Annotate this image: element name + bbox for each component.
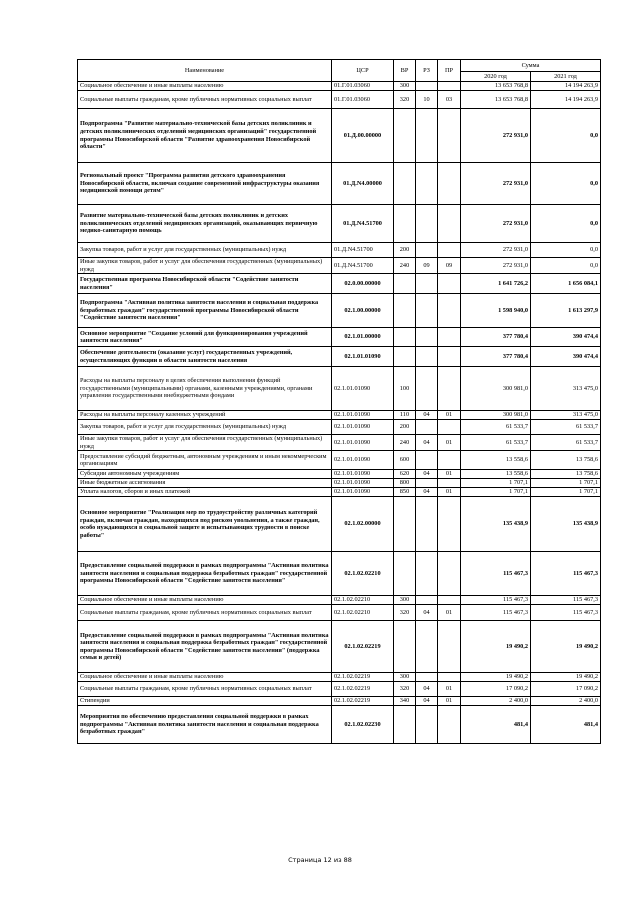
cell-rz: 04	[416, 697, 438, 706]
cell-rz	[416, 163, 438, 205]
cell-csr: 02.1.01.00000	[332, 328, 394, 347]
cell-pr: 01	[438, 411, 461, 420]
cell-csr: 01.Д.N4.51700	[332, 258, 394, 274]
cell-csr: 02.1.02.02219	[332, 697, 394, 706]
cell-pr: 01	[438, 697, 461, 706]
cell-pr: 01	[438, 435, 461, 451]
table-row	[78, 605, 601, 621]
cell-vr: 320	[394, 605, 416, 621]
cell-csr: 01.Д.N4.51700	[332, 243, 394, 258]
cell-s2: 313 475,0	[531, 367, 601, 411]
table-row	[78, 451, 601, 470]
table-row	[78, 488, 601, 497]
cell-pr	[438, 109, 461, 163]
cell-csr: 02.1.01.01090	[332, 411, 394, 420]
table-row	[78, 596, 601, 605]
cell-name: Уплата налогов, сборов и иных платежей	[78, 488, 332, 497]
cell-s2: 1 613 297,9	[531, 294, 601, 328]
cell-name: Расходы на выплаты персоналу в целях обеспечения выполнения функций государственными (муниципальными) органами, казенными учреждениями, органами управления государственными внебюджетными фондами	[78, 367, 332, 411]
cell-s1: 481,4	[461, 706, 531, 744]
cell-pr: 01	[438, 488, 461, 497]
cell-s2: 17 090,2	[531, 682, 601, 697]
cell-s2: 19 490,2	[531, 621, 601, 673]
cell-vr	[394, 163, 416, 205]
cell-rz	[416, 328, 438, 347]
cell-csr: 02.1.00.00000	[332, 294, 394, 328]
table-row	[78, 274, 601, 294]
table-row	[78, 109, 601, 163]
cell-rz	[416, 109, 438, 163]
cell-s1: 13 653 768,8	[461, 82, 531, 91]
cell-name: Иные закупки товаров, работ и услуг для обеспечения государственных (муниципальных) нужд	[78, 258, 332, 274]
cell-s2: 13 758,6	[531, 451, 601, 470]
header-year-2020: 2020 год	[461, 72, 531, 82]
cell-rz	[416, 367, 438, 411]
cell-csr: 01.Д.N4.51700	[332, 205, 394, 243]
budget-table	[77, 59, 601, 744]
cell-s1: 1 598 940,0	[461, 294, 531, 328]
cell-vr: 600	[394, 451, 416, 470]
cell-s2: 0,0	[531, 258, 601, 274]
cell-csr: 02.1.02.02210	[332, 605, 394, 621]
cell-vr	[394, 347, 416, 367]
table-header	[78, 60, 601, 82]
cell-name: Иные бюджетные ассигнования	[78, 479, 332, 488]
cell-s1: 115 467,3	[461, 596, 531, 605]
table-row	[78, 682, 601, 697]
cell-csr: 01.Д.N4.00000	[332, 163, 394, 205]
cell-name: Социальное обеспечение и иные выплаты населению	[78, 596, 332, 605]
cell-pr	[438, 596, 461, 605]
cell-csr: 02.1.01.01090	[332, 479, 394, 488]
cell-csr: 02.1.02.02219	[332, 621, 394, 673]
cell-s1: 300 981,0	[461, 367, 531, 411]
cell-csr: 02.0.00.00000	[332, 274, 394, 294]
cell-pr	[438, 328, 461, 347]
cell-rz	[416, 205, 438, 243]
header-pr: ПР	[438, 60, 461, 82]
cell-vr: 320	[394, 91, 416, 109]
cell-vr	[394, 109, 416, 163]
cell-name: Предоставление субсидий бюджетным, автономным учреждениям и иным некоммерческим организациям	[78, 451, 332, 470]
cell-s2: 61 533,7	[531, 420, 601, 435]
table-row	[78, 82, 601, 91]
cell-s1: 115 467,3	[461, 552, 531, 596]
cell-name: Основное мероприятие "Реализация мер по трудоустройству различных категорий граждан, включая граждан, находящихся под риском увольнения, а также граждан, особо нуждающихся в социальной защите и испытывающих трудности в поиске работы"	[78, 497, 332, 552]
cell-name: Развитие материально-технической базы детских поликлиник и детских поликлинических отделений медицинских организаций, оказывающих первичную медико-санитарную помощь	[78, 205, 332, 243]
cell-rz	[416, 596, 438, 605]
table-row	[78, 258, 601, 274]
cell-s2: 1 707,1	[531, 488, 601, 497]
cell-name: Предоставление социальной поддержки в рамках подпрограммы "Активная политика занятости населения и социальная поддержка безработных граждан" государственной программы Новосибирской области "Содействие занятости населения"	[78, 552, 332, 596]
cell-name: Региональный проект "Программа развития детского здравоохранения Новосибирской области, включая создание современной инфраструктуры оказания медицинской помощи детям"	[78, 163, 332, 205]
cell-s2: 390 474,4	[531, 347, 601, 367]
cell-pr	[438, 274, 461, 294]
cell-rz	[416, 420, 438, 435]
cell-name: Социальное обеспечение и иные выплаты населению	[78, 673, 332, 682]
cell-rz	[416, 621, 438, 673]
cell-s2: 1 707,1	[531, 479, 601, 488]
cell-s1: 377 780,4	[461, 328, 531, 347]
cell-vr	[394, 294, 416, 328]
cell-s2: 135 438,9	[531, 497, 601, 552]
cell-pr: 09	[438, 258, 461, 274]
cell-csr: 02.1.02.02210	[332, 596, 394, 605]
cell-s1: 19 490,2	[461, 673, 531, 682]
cell-s1: 2 400,0	[461, 697, 531, 706]
cell-s1: 272 931,0	[461, 258, 531, 274]
cell-pr	[438, 673, 461, 682]
cell-vr	[394, 621, 416, 673]
cell-name: Социальное обеспечение и иные выплаты населению	[78, 82, 332, 91]
cell-pr: 01	[438, 682, 461, 697]
cell-s1: 1 707,1	[461, 488, 531, 497]
header-rz: РЗ	[416, 60, 438, 82]
cell-csr: 01.Г.01.03060	[332, 82, 394, 91]
cell-vr	[394, 274, 416, 294]
cell-rz: 09	[416, 258, 438, 274]
page-number: Страница 12 из 88	[288, 856, 352, 864]
cell-pr	[438, 205, 461, 243]
cell-s1: 272 931,0	[461, 205, 531, 243]
table-row	[78, 697, 601, 706]
cell-name: Подпрограмма "Активная политика занятости населения и социальная поддержка безработных граждан" государственной программы Новосибирской области "Содействие занятости населения"	[78, 294, 332, 328]
cell-rz	[416, 497, 438, 552]
cell-csr: 02.1.01.01090	[332, 435, 394, 451]
cell-rz	[416, 706, 438, 744]
cell-s2: 14 194 263,9	[531, 82, 601, 91]
cell-pr: 01	[438, 470, 461, 479]
cell-s1: 135 438,9	[461, 497, 531, 552]
cell-name: Расходы на выплаты персоналу казенных учреждений	[78, 411, 332, 420]
table-row	[78, 479, 601, 488]
cell-s1: 1 707,1	[461, 479, 531, 488]
cell-name: Предоставление социальной поддержки в рамках подпрограммы "Активная политика занятости населения и социальная поддержка безработных граждан" государственной программы Новосибирской области "Содействие занятости населения" (поддержка семьи и детей)	[78, 621, 332, 673]
cell-pr: 01	[438, 605, 461, 621]
cell-s2: 115 467,3	[531, 605, 601, 621]
cell-pr	[438, 552, 461, 596]
table-row	[78, 435, 601, 451]
cell-s2: 0,0	[531, 163, 601, 205]
cell-csr: 02.1.01.01090	[332, 451, 394, 470]
cell-s2: 0,0	[531, 205, 601, 243]
table-row	[78, 243, 601, 258]
cell-s1: 13 653 768,8	[461, 91, 531, 109]
cell-s2: 115 467,3	[531, 552, 601, 596]
cell-s1: 1 641 726,2	[461, 274, 531, 294]
header-csr: ЦСР	[332, 60, 394, 82]
cell-pr	[438, 163, 461, 205]
cell-csr: 02.1.01.01090	[332, 347, 394, 367]
cell-pr	[438, 621, 461, 673]
cell-rz	[416, 479, 438, 488]
cell-vr	[394, 328, 416, 347]
table-row	[78, 706, 601, 744]
cell-s2: 14 194 263,9	[531, 91, 601, 109]
header-name: Наименование	[78, 60, 332, 82]
cell-pr: 03	[438, 91, 461, 109]
cell-pr	[438, 497, 461, 552]
cell-s2: 13 758,6	[531, 470, 601, 479]
header-vr: ВР	[394, 60, 416, 82]
cell-name: Стипендии	[78, 697, 332, 706]
table-row	[78, 552, 601, 596]
cell-s1: 13 558,6	[461, 451, 531, 470]
cell-s1: 272 931,0	[461, 243, 531, 258]
cell-s2: 481,4	[531, 706, 601, 744]
cell-vr: 320	[394, 682, 416, 697]
header-year-2021: 2021 год	[531, 72, 601, 82]
cell-s1: 115 467,3	[461, 605, 531, 621]
cell-name: Закупка товаров, работ и услуг для государственных (муниципальных) нужд	[78, 243, 332, 258]
cell-csr: 02.1.01.01090	[332, 420, 394, 435]
cell-rz	[416, 552, 438, 596]
cell-vr: 620	[394, 470, 416, 479]
cell-pr	[438, 294, 461, 328]
cell-rz	[416, 451, 438, 470]
table-row	[78, 367, 601, 411]
cell-vr: 100	[394, 367, 416, 411]
cell-s1: 272 931,0	[461, 109, 531, 163]
cell-vr: 800	[394, 479, 416, 488]
cell-pr	[438, 706, 461, 744]
cell-vr: 200	[394, 243, 416, 258]
cell-s2: 390 474,4	[531, 328, 601, 347]
cell-pr	[438, 367, 461, 411]
cell-rz	[416, 673, 438, 682]
cell-rz: 04	[416, 411, 438, 420]
table-row	[78, 470, 601, 479]
cell-name: Закупка товаров, работ и услуг для государственных (муниципальных) нужд	[78, 420, 332, 435]
cell-s1: 61 533,7	[461, 420, 531, 435]
cell-s1: 19 490,2	[461, 621, 531, 673]
cell-s1: 17 090,2	[461, 682, 531, 697]
cell-rz: 04	[416, 435, 438, 451]
cell-pr	[438, 420, 461, 435]
cell-vr	[394, 552, 416, 596]
cell-rz: 04	[416, 605, 438, 621]
cell-s1: 300 981,0	[461, 411, 531, 420]
cell-pr	[438, 243, 461, 258]
cell-s2: 1 656 084,1	[531, 274, 601, 294]
cell-csr: 01.Д.00.00000	[332, 109, 394, 163]
cell-csr: 02.1.02.02230	[332, 706, 394, 744]
cell-rz	[416, 82, 438, 91]
cell-name: Социальные выплаты гражданам, кроме публичных нормативных социальных выплат	[78, 91, 332, 109]
cell-rz	[416, 274, 438, 294]
table-row	[78, 621, 601, 673]
table-row	[78, 673, 601, 682]
cell-s2: 61 533,7	[531, 435, 601, 451]
cell-name: Основное мероприятие "Создание условий для функционирования учреждений занятости населения"	[78, 328, 332, 347]
cell-vr: 300	[394, 673, 416, 682]
cell-vr: 850	[394, 488, 416, 497]
cell-vr: 110	[394, 411, 416, 420]
cell-vr: 300	[394, 82, 416, 91]
cell-s2: 115 467,3	[531, 596, 601, 605]
cell-rz	[416, 243, 438, 258]
cell-s1: 61 533,7	[461, 435, 531, 451]
cell-name: Иные закупки товаров, работ и услуг для обеспечения государственных (муниципальных) нужд	[78, 435, 332, 451]
cell-s1: 13 558,6	[461, 470, 531, 479]
cell-vr: 200	[394, 420, 416, 435]
cell-vr: 300	[394, 596, 416, 605]
table-row	[78, 411, 601, 420]
cell-name: Мероприятия по обеспечению предоставления социальной поддержки в рамках подпрограммы "Активная политика занятости населения и социальная поддержка безработных граждан"	[78, 706, 332, 744]
table-row	[78, 328, 601, 347]
cell-name: Социальные выплаты гражданам, кроме публичных нормативных социальных выплат	[78, 605, 332, 621]
table-row	[78, 163, 601, 205]
table-row	[78, 294, 601, 328]
cell-csr: 02.1.02.00000	[332, 497, 394, 552]
cell-rz: 04	[416, 470, 438, 479]
cell-name: Социальные выплаты гражданам, кроме публичных нормативных социальных выплат	[78, 682, 332, 697]
cell-vr	[394, 497, 416, 552]
cell-rz	[416, 347, 438, 367]
cell-csr: 02.1.02.02219	[332, 673, 394, 682]
cell-vr	[394, 205, 416, 243]
cell-csr: 01.Г.01.03060	[332, 91, 394, 109]
cell-csr: 02.1.01.01090	[332, 488, 394, 497]
cell-name: Обеспечение деятельности (оказание услуг) государственных учреждений, осуществляющих функции в области занятости населения	[78, 347, 332, 367]
cell-vr: 240	[394, 258, 416, 274]
cell-rz	[416, 294, 438, 328]
cell-rz: 04	[416, 488, 438, 497]
cell-pr	[438, 451, 461, 470]
cell-s2: 19 490,2	[531, 673, 601, 682]
cell-pr	[438, 82, 461, 91]
cell-name: Субсидии автономным учреждениям	[78, 470, 332, 479]
cell-s2: 0,0	[531, 243, 601, 258]
cell-s2: 313 475,0	[531, 411, 601, 420]
table-row	[78, 205, 601, 243]
cell-name: Подпрограмма "Развитие материально-технической базы детских поликлиник и детских поликлинических отделений медицинских организаций" государственной программы Новосибирской области "Развитие здравоохранения Новосибирской области"	[78, 109, 332, 163]
table-row	[78, 347, 601, 367]
table-row	[78, 91, 601, 109]
table-row	[78, 420, 601, 435]
cell-pr	[438, 479, 461, 488]
cell-s2: 0,0	[531, 109, 601, 163]
cell-rz: 10	[416, 91, 438, 109]
cell-s1: 272 931,0	[461, 163, 531, 205]
cell-csr: 02.1.01.01090	[332, 470, 394, 479]
cell-vr: 240	[394, 435, 416, 451]
cell-s1: 377 780,4	[461, 347, 531, 367]
cell-pr	[438, 347, 461, 367]
table-row	[78, 497, 601, 552]
cell-vr	[394, 706, 416, 744]
cell-csr: 02.1.02.02210	[332, 552, 394, 596]
cell-s2: 2 400,0	[531, 697, 601, 706]
cell-csr: 02.1.01.01090	[332, 367, 394, 411]
cell-rz: 04	[416, 682, 438, 697]
header-sum: Сумма	[461, 60, 601, 72]
table-body	[78, 82, 601, 744]
cell-name: Государственная программа Новосибирской области "Содействие занятости населения"	[78, 274, 332, 294]
cell-csr: 02.1.02.02219	[332, 682, 394, 697]
cell-vr: 340	[394, 697, 416, 706]
